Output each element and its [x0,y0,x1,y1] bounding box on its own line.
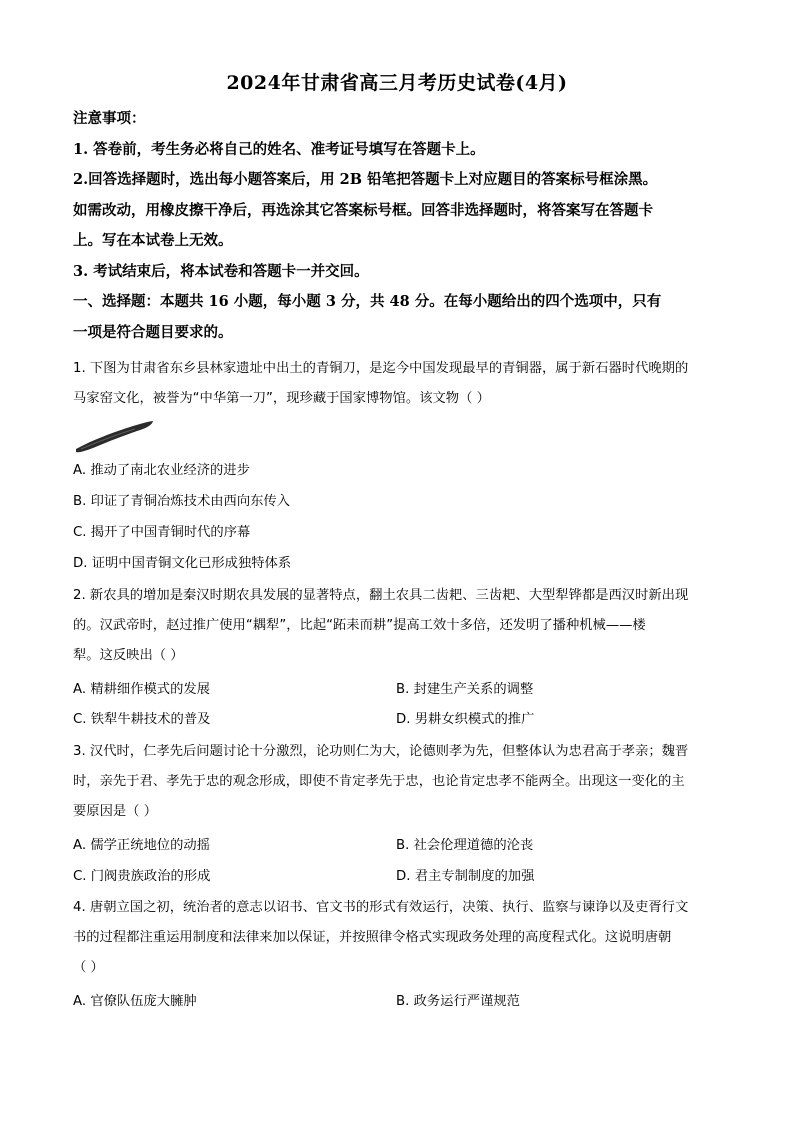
question-3-option-d[interactable]: D. 君主专制制度的加强 [396,869,535,884]
question-4-stem [73,893,725,984]
question-3-stem [73,737,725,828]
exam-title: 2024年甘肃省高三月考历史试卷(4月) [226,72,568,94]
question-2-option-c[interactable]: C. 铁犁牛耕技术的普及 [73,712,211,727]
question-1-option-a[interactable]: A. 推动了南北农业经济的进步 [73,463,250,478]
question-3-line-2: 时，亲先于君、孝先于忠的观念形成，即使不肯定孝先于忠，也论肯定忠孝不能两全。出现这一变化的主 [73,774,685,790]
question-2-stem [73,581,725,672]
question-2-line-3: 犁。这反映出（ ） [73,648,184,664]
section-heading-line-2: 一项是符合题目要求的。 [73,323,233,341]
notice-item-1: 1. 答卷前，考生务必将自己的姓名、准考证号填写在答题卡上。 [73,140,485,158]
question-1-option-b[interactable]: B. 印证了青铜冶炼技术由西向东传入 [73,494,291,509]
question-2-option-d[interactable]: D. 男耕女织模式的推广 [396,712,535,727]
question-4-option-b[interactable]: B. 政务运行严谨规范 [396,994,520,1009]
question-4-line-1: 4. 唐朝立国之初，统治者的意志以诏书、官文书的形式有效运行，决策、执行、监察与谏诤以及吏胥行文 [73,900,689,915]
question-1-option-d[interactable]: D. 证明中国青铜文化已形成独特体系 [73,556,292,571]
question-3-option-a[interactable]: A. 儒学正统地位的动摇 [73,838,210,853]
question-2-line-1: 2. 新农具的增加是秦汉时期农具发展的显著特点，翻土农具二齿耙、三齿耙、大型犁铧都是西汉时新出现 [73,588,689,603]
question-2-line-2: 的。汉武帝时，赵过推广使用“耦犁”，比起“跖耒而耕”提高工效十多倍，还发明了播种机械——楼 [73,618,646,634]
notice-item-2-line-3: 上。写在本试卷上无效。 [73,232,233,249]
question-3-option-c[interactable]: C. 门阀贵族政治的形成 [73,869,211,884]
section-heading-line-1: 一、选择题：本题共 16 小题，每小题 3 分，共 48 分。在每小题给出的四个选项中，只有 [73,293,662,310]
notice-item-3: 3. 考试结束后，将本试卷和答题卡一并交回。 [73,262,369,280]
question-3-option-b[interactable]: B. 社会伦理道德的沦丧 [396,838,534,853]
question-1-line-2: 马家窑文化，被誉为“中华第一刀”，现珍藏于国家博物馆。该文物（ ） [73,391,490,407]
question-2-option-b[interactable]: B. 封建生产关系的调整 [396,682,534,697]
notice-heading: 注意事项： [73,110,146,127]
question-4-line-3: （ ） [73,960,104,976]
bronze-knife-image [73,418,155,454]
notice-section [73,104,733,348]
question-1-stem [73,354,725,414]
notice-item-2-line-1: 2.回答选择题时，选出每小题答案后，用 2B 铅笔把答题卡上对应题目的答案标号框涂黑。 [73,171,658,188]
question-1-line-1: 1. 下图为甘肃省东乡县林家遗址中出土的青铜刀，是迄今中国发现最早的青铜器，属于新石器时代晚期的 [73,361,689,376]
question-2-option-a[interactable]: A. 精耕细作模式的发展 [73,682,210,697]
notice-item-2-line-2: 如需改动，用橡皮擦干净后，再选涂其它答案标号框。回答非选择题时，将答案写在答题卡 [73,201,653,219]
question-1-option-c[interactable]: C. 揭开了中国青铜时代的序幕 [73,525,251,540]
question-4-option-a[interactable]: A. 官僚队伍庞大臃肿 [73,994,197,1009]
question-3-line-1: 3. 汉代时，仁孝先后问题讨论十分激烈，论功则仁为大，论德则孝为先，但整体认为忠君高于孝亲；魏晋 [73,744,689,759]
question-4-line-2: 书的过程都注重运用制度和法律来加以保证，并按照律令格式实现政务处理的高度程式化。这说明唐朝 [73,930,672,946]
question-3-line-3: 要原因是（ ） [73,804,158,820]
